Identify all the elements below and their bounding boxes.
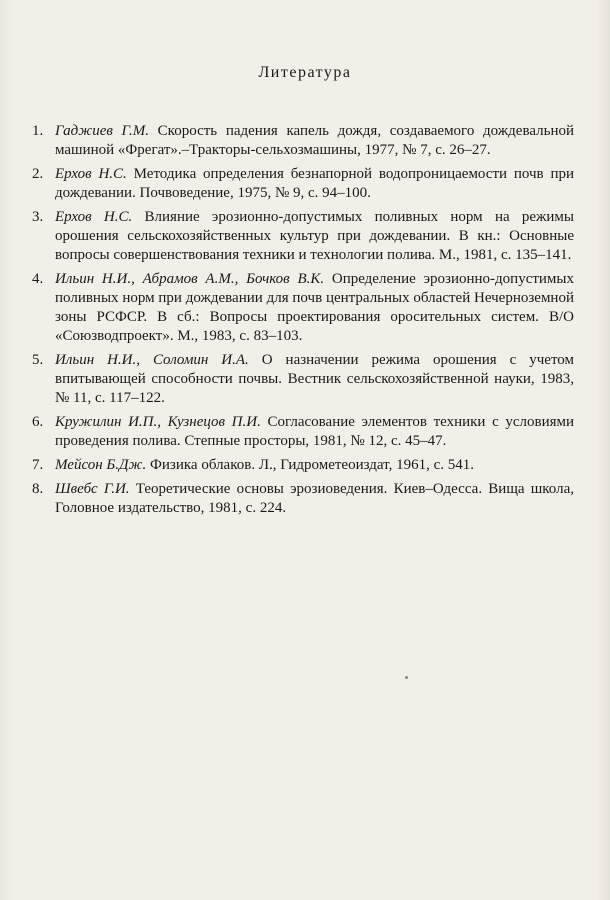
reference-item bbox=[32, 208, 574, 265]
reference-number: 5. bbox=[32, 352, 44, 368]
reference-number: 6. bbox=[32, 414, 44, 430]
page-title: Литература bbox=[258, 64, 352, 81]
reference-author: Кружилин И.П., Кузнецов П.И. bbox=[55, 414, 261, 430]
reference-item bbox=[32, 165, 574, 203]
reference-text: О назначении режима орошения с учетом впитывающей способности почвы. Вестник сельскохозяйственной науки, 1983, № 11, с. 117–122. bbox=[55, 352, 575, 406]
reference-body bbox=[55, 413, 574, 451]
reference-number: 7. bbox=[32, 457, 44, 473]
reference-text: Влияние эрозионно-допустимых поливных норм на режимы орошения сельскохозяйственных культур при дождевании. В кн.: Основные вопросы совершенствования техники и технологии полива. М., 1981, с. 135–141. bbox=[55, 209, 575, 263]
reference-text: Теоретические основы эрозиоведения. Киев–Одесса. Вища школа, Головное издательство, 1981, с. 224. bbox=[55, 481, 575, 516]
reference-item bbox=[32, 456, 574, 475]
reference-author: Гаджиев Г.М. bbox=[55, 123, 149, 139]
reference-author: Ерхов Н.С. bbox=[55, 209, 133, 225]
reference-number: 1. bbox=[32, 123, 44, 139]
reference-body bbox=[55, 122, 574, 160]
reference-number: 8. bbox=[32, 481, 44, 497]
reference-text: Скорость падения капель дождя, создаваемого дождевальной машиной «Фрегат».–Тракторы-сельхозмашины, 1977, № 7, с. 26–27. bbox=[55, 123, 574, 158]
reference-body bbox=[55, 480, 574, 518]
paper-speck bbox=[405, 676, 408, 679]
reference-text: Физика облаков. Л., Гидрометеоиздат, 1961, с. 541. bbox=[150, 457, 475, 473]
reference-number: 2. bbox=[32, 166, 44, 182]
reference-body bbox=[55, 270, 574, 346]
reference-author: Ильин Н.И., Абрамов А.М., Бочков В.К. bbox=[55, 271, 325, 287]
reference-text: Методика определения безнапорной водопроницаемости почв при дождевании. Почвоведение, 1975, № 9, с. 94–100. bbox=[55, 166, 574, 201]
reference-item bbox=[32, 122, 574, 160]
reference-number: 4. bbox=[32, 271, 44, 287]
reference-item bbox=[32, 480, 574, 518]
reference-number: 3. bbox=[32, 209, 44, 225]
reference-author: Мейсон Б.Дж. bbox=[55, 457, 147, 473]
reference-text: Определение эрозионно-допустимых поливных норм при дождевании для почв центральных областей Нечерноземной зоны РСФСР. В сб.: Вопросы проектирования оросительных систем. В/О «Союзводпроект». М., 1983, с. 83–103. bbox=[55, 271, 575, 344]
reference-item bbox=[32, 270, 574, 346]
reference-body bbox=[55, 456, 574, 475]
reference-item bbox=[32, 351, 574, 408]
reference-body bbox=[55, 351, 574, 408]
reference-author: Ильин Н.И., Соломин И.А. bbox=[55, 352, 249, 368]
reference-body bbox=[55, 165, 574, 203]
reference-body bbox=[55, 208, 574, 265]
reference-item bbox=[32, 413, 574, 451]
reference-author: Швебс Г.И. bbox=[55, 481, 130, 497]
reference-list bbox=[32, 122, 574, 523]
reference-text: Согласование элементов техники с условиями проведения полива. Степные просторы, 1981, № 12, с. 45–47. bbox=[55, 414, 575, 449]
reference-author: Ерхов Н.С. bbox=[55, 166, 127, 182]
